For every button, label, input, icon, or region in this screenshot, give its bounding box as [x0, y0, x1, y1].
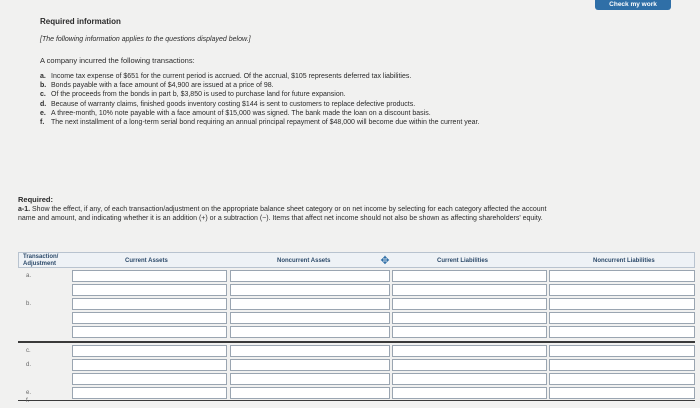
current-assets-input[interactable]	[72, 298, 227, 310]
current-liabilities-input[interactable]	[392, 270, 547, 282]
row-divider	[18, 341, 695, 343]
page-title: Required information	[40, 17, 121, 26]
current-liabilities-input[interactable]	[392, 298, 547, 310]
noncurrent-assets-input[interactable]	[230, 270, 390, 282]
noncurrent-liabilities-input[interactable]	[549, 345, 695, 357]
current-assets-input[interactable]	[72, 326, 227, 338]
noncurrent-assets-input[interactable]	[230, 345, 390, 357]
table-row	[18, 283, 695, 297]
item-letter: b.	[40, 82, 47, 90]
current-liabilities-input[interactable]	[392, 373, 547, 385]
current-assets-input[interactable]	[72, 270, 227, 282]
noncurrent-assets-input[interactable]	[230, 373, 390, 385]
current-liabilities-input[interactable]	[392, 359, 547, 371]
item-text: A three-month, 10% note payable with a face amount of $15,000 was signed. The bank made the loan on a discount basis.	[51, 109, 431, 117]
noncurrent-assets-input[interactable]	[230, 359, 390, 371]
current-liabilities-input[interactable]	[392, 284, 547, 296]
required-prefix: a-1.	[18, 205, 31, 213]
noncurrent-liabilities-input[interactable]	[549, 326, 695, 338]
row-label	[18, 311, 70, 325]
row-label: b.	[26, 301, 32, 307]
header-transaction: Transaction/ Adjustment	[23, 254, 59, 267]
intro-text: A company incurred the following transactions:	[40, 56, 195, 65]
row-label	[18, 283, 70, 297]
list-item	[40, 100, 540, 109]
move-cursor-icon: ✥	[380, 255, 390, 267]
required-body: Show the effect, if any, of each transaction/adjustment on the appropriate balance sheet category or on net income by selecting for each category affected the account name and amount, and indicating whether it is an addition (+) or a subtraction (−). Items that affect net income should not also be shown as affecting shareholders' equity.	[18, 205, 547, 222]
table-row	[18, 344, 695, 358]
item-letter: a.	[40, 73, 46, 80]
current-assets-input[interactable]	[72, 284, 227, 296]
table-row	[18, 325, 695, 339]
table-row	[18, 269, 695, 283]
list-item	[40, 72, 540, 81]
required-text	[18, 205, 558, 224]
required-heading: Required:	[18, 195, 54, 204]
item-letter: e.	[40, 109, 46, 117]
current-assets-input[interactable]	[72, 312, 227, 324]
list-item	[40, 118, 540, 127]
list-item	[40, 81, 540, 90]
row-label: a.	[26, 273, 32, 279]
table-row	[18, 297, 695, 311]
item-text: Income tax expense of $651 for the current period is accrued. Of the accrual, $105 represents deferred tax liabilities.	[51, 73, 412, 80]
table-row	[18, 358, 695, 372]
check-my-work-button[interactable]: Check my work	[595, 0, 671, 10]
header-noncurrent-assets: Noncurrent Assets	[277, 258, 331, 264]
noncurrent-liabilities-input[interactable]	[549, 298, 695, 310]
table-header	[18, 252, 695, 268]
row-label	[18, 372, 70, 386]
noncurrent-liabilities-input[interactable]	[549, 312, 695, 324]
noncurrent-liabilities-input[interactable]	[549, 373, 695, 385]
item-letter: c.	[40, 91, 46, 99]
item-text: Of the proceeds from the bonds in part b, $3,850 is used to purchase land for future expansion.	[51, 91, 346, 99]
item-text: Because of warranty claims, finished goods inventory costing $144 is sent to customers to replace defective products.	[51, 100, 416, 108]
noncurrent-liabilities-input[interactable]	[549, 270, 695, 282]
item-letter: f.	[40, 119, 45, 127]
noncurrent-assets-input[interactable]	[230, 326, 390, 338]
noncurrent-liabilities-input[interactable]	[549, 284, 695, 296]
table-row	[18, 311, 695, 325]
list-item	[40, 90, 540, 99]
current-assets-input[interactable]	[72, 359, 227, 371]
table-row	[18, 372, 695, 386]
current-liabilities-input[interactable]	[392, 312, 547, 324]
item-letter: d.	[40, 100, 47, 108]
transaction-list	[40, 72, 540, 127]
row-label: d.	[26, 362, 32, 368]
header-noncurrent-liabilities: Noncurrent Liabilities	[593, 258, 655, 264]
noncurrent-liabilities-input[interactable]	[549, 359, 695, 371]
header-current-assets: Current Assets	[125, 258, 168, 264]
item-text: Bonds payable with a face amount of $4,900 are issued at a price of 98.	[51, 82, 274, 90]
current-assets-input[interactable]	[72, 345, 227, 357]
row-label: e.	[26, 390, 32, 396]
balance-sheet-table	[18, 252, 695, 408]
item-text: The next installment of a long-term serial bond requiring an annual principal repayment of $48,000 will become due within the current year.	[51, 119, 480, 127]
info-note: [The following information applies to the questions displayed below.]	[40, 36, 251, 43]
list-item	[40, 109, 540, 118]
current-liabilities-input[interactable]	[392, 345, 547, 357]
current-assets-input[interactable]	[72, 373, 227, 385]
row-label: f.	[26, 398, 30, 404]
header-current-liabilities: Current Liabilities	[437, 258, 489, 264]
table-row	[18, 394, 695, 408]
noncurrent-assets-input[interactable]	[230, 298, 390, 310]
row-label: c.	[26, 348, 31, 354]
required-section	[18, 195, 558, 224]
current-liabilities-input[interactable]	[392, 326, 547, 338]
row-label	[18, 325, 70, 339]
noncurrent-assets-input[interactable]	[230, 312, 390, 324]
noncurrent-assets-input[interactable]	[230, 284, 390, 296]
